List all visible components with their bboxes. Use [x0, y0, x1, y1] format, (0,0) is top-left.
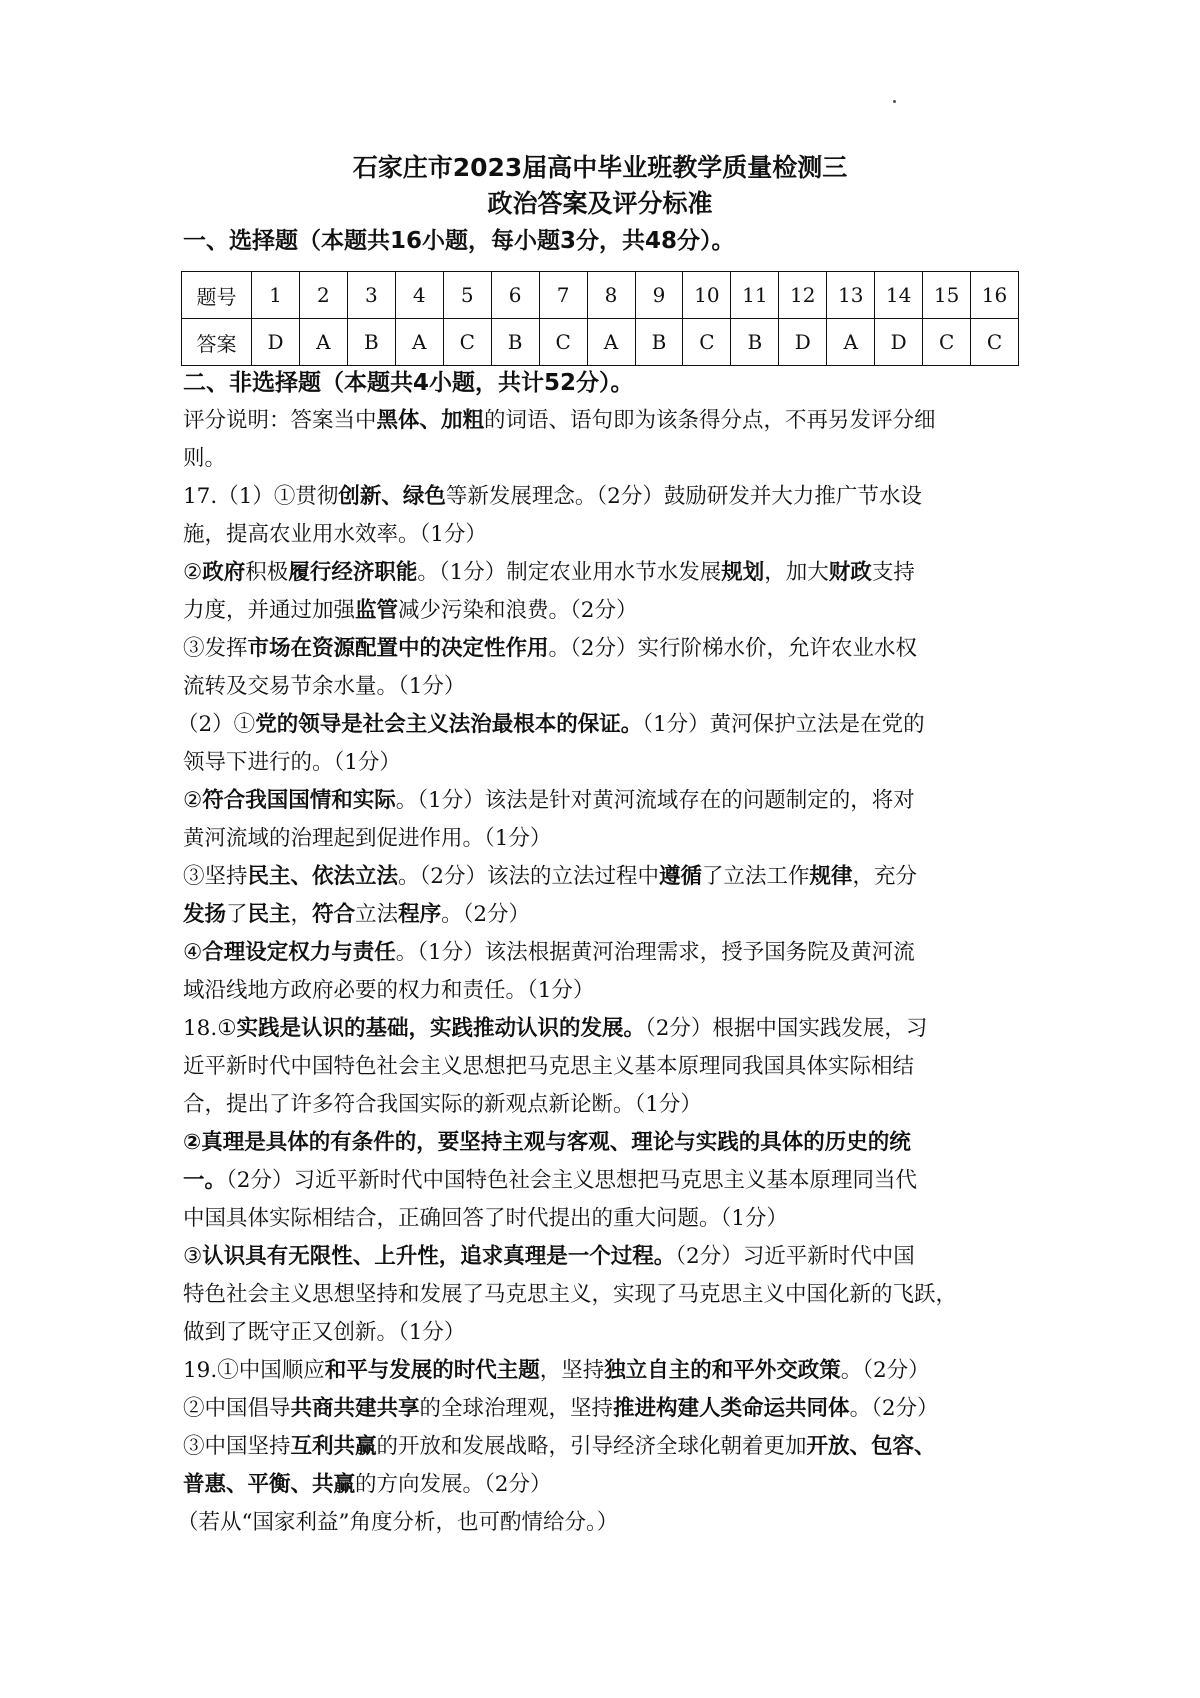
question-number-row	[182, 272, 1019, 319]
key-point-text: 财政	[828, 560, 872, 585]
key-point-text: 民主	[247, 902, 291, 927]
body-text: ②	[183, 560, 203, 585]
body-text: 则。	[183, 446, 227, 471]
body-text: 域沿线地方政府必要的权力和责任。（1分）	[183, 978, 595, 1003]
answer-cell: C	[443, 319, 491, 366]
body-text: 流转及交易节余水量。（1分）	[183, 674, 466, 699]
key-point-text: 创新、绿色	[338, 484, 446, 509]
key-point-text: 共商共建共享	[290, 1396, 420, 1421]
key-point-text: 合理设定权力与责任	[202, 940, 396, 965]
document-title: 石家庄市2023届高中毕业班教学质量检测三	[352, 153, 848, 182]
key-point-text: 开放、包容、	[806, 1434, 936, 1459]
question-number-cell: 10	[683, 272, 731, 319]
text-line	[183, 402, 1029, 440]
answer-cell: A	[395, 319, 443, 366]
key-point-text: 符合我国国情和实际	[202, 788, 396, 813]
text-line	[183, 858, 1029, 896]
key-point-text: 普惠、平衡、共赢	[183, 1472, 356, 1497]
text-line	[177, 1504, 1029, 1542]
key-point-text: 黑体、加粗	[376, 408, 485, 433]
question-number-cell: 14	[875, 272, 923, 319]
body-text: （2分）根据中国实践发展，习	[644, 1016, 928, 1041]
key-point-text: 程序	[398, 902, 442, 927]
body-text: （2）①	[177, 712, 256, 737]
body-text: 特色社会主义思想坚持和发展了马克思主义，实现了马克思主义中国化新的飞跃，	[183, 1282, 958, 1307]
body-text: （1分）黄河保护立法是在党的	[642, 712, 925, 737]
body-text: 的全球治理观，坚持	[419, 1396, 614, 1421]
text-line	[183, 896, 1029, 934]
question-number-cell: 16	[971, 272, 1019, 319]
text-line	[183, 1162, 1029, 1200]
key-point-text: 民主、依法立法	[247, 864, 399, 889]
text-line	[183, 1048, 1029, 1086]
question-number-cell: 4	[395, 272, 443, 319]
question-number-cell: 11	[731, 272, 779, 319]
body-text: 19.①中国顺应	[183, 1358, 325, 1383]
text-line	[183, 1086, 1029, 1124]
key-point-text: 推进构建人类命运共同体	[613, 1396, 850, 1421]
body-text: （若从“国家利益”角度分析，也可酌情给分。）	[177, 1510, 619, 1535]
body-text: 17.（1）①贯彻	[183, 484, 339, 509]
key-point-text: 和平与发展的时代主题	[324, 1358, 540, 1383]
body-text: 了	[226, 902, 248, 927]
answer-cell: C	[923, 319, 971, 366]
key-point-text: 发扬	[183, 902, 227, 927]
body-text: 中国具体实际相结合，正确回答了时代提出的重大问题。（1分）	[183, 1206, 788, 1231]
text-line	[183, 554, 1029, 592]
answer-cell: D	[875, 319, 923, 366]
body-text: ，坚持	[539, 1358, 605, 1383]
body-text: 。（2分）	[441, 902, 531, 927]
body-text: ，	[290, 902, 313, 927]
key-point-text: 认识具有无限性、上升性，追求真理是一个过程。	[202, 1244, 676, 1269]
body-text: ③	[183, 1244, 203, 1269]
text-line	[183, 630, 1029, 668]
answer-cell: C	[539, 319, 587, 366]
document-subtitle: 政治答案及评分标准	[487, 189, 713, 218]
key-point-text: 监管	[355, 598, 399, 623]
body-text: ④	[183, 940, 203, 965]
text-line	[183, 1390, 1029, 1428]
body-text: ③中国坚持	[183, 1434, 291, 1459]
question-number-cell: 12	[779, 272, 827, 319]
body-text: 。（2分）	[849, 1396, 939, 1421]
text-line	[177, 706, 1029, 744]
text-line	[183, 592, 1029, 630]
body-text: 。（2分）实行阶梯水价，允许农业水权	[548, 636, 917, 661]
body-text: 等新发展理念。（2分）鼓励研发并大力推广节水设	[445, 484, 922, 509]
answer-header: 答案	[182, 319, 252, 366]
body-text: 立法	[355, 902, 399, 927]
text-line	[183, 820, 1029, 858]
body-text: 18.①	[183, 1016, 237, 1041]
question-number-cell: 5	[443, 272, 491, 319]
text-line	[183, 516, 1029, 554]
answer-cell: B	[635, 319, 683, 366]
question-number-cell: 8	[587, 272, 635, 319]
answer-cell: D	[252, 319, 300, 366]
key-point-text: 实践是认识的基础，实践推动认识的发展。	[236, 1016, 645, 1041]
text-line	[183, 440, 1029, 478]
body-text: 的开放和发展战略，引导经济全球化朝着更加	[376, 1434, 807, 1459]
body-text: 近平新时代中国特色社会主义思想把马克思主义基本原理同我国具体实际相结	[183, 1054, 915, 1079]
question-number-cell: 15	[923, 272, 971, 319]
question-number-cell: 9	[635, 272, 683, 319]
answer-cell: A	[827, 319, 875, 366]
body-text: ③发挥	[183, 636, 248, 661]
key-point-text: ②真理是具体的有条件的，要坚持主观与客观、理论与实践的具体的历史的统	[183, 1130, 911, 1155]
text-line	[183, 1124, 1029, 1162]
text-line	[183, 1238, 1029, 1276]
key-point-text: 规划	[721, 560, 765, 585]
section2-body	[177, 402, 1029, 1542]
text-line	[183, 1428, 1029, 1466]
question-number-cell: 13	[827, 272, 875, 319]
text-line	[183, 1276, 1029, 1314]
answer-cell: C	[971, 319, 1019, 366]
text-line	[183, 1200, 1029, 1238]
answer-row	[182, 319, 1019, 366]
answer-cell: B	[731, 319, 779, 366]
body-text: 。（1分）该法是针对黄河流域存在的问题制定的，将对	[395, 788, 915, 813]
scan-speck	[893, 100, 896, 103]
question-number-cell: 6	[491, 272, 539, 319]
answer-table	[181, 271, 1019, 366]
text-line	[183, 478, 1029, 516]
body-text: ③坚持	[183, 864, 248, 889]
body-text: ②中国倡导	[183, 1396, 291, 1421]
body-text: 力度，并通过加强	[183, 598, 356, 623]
text-line	[183, 1352, 1029, 1390]
question-number-cell: 3	[347, 272, 395, 319]
body-text: 做到了既守正又创新。（1分）	[183, 1320, 466, 1345]
body-text: （2分）习近平新时代中国	[675, 1244, 915, 1269]
key-point-text: 符合	[312, 902, 356, 927]
text-line	[183, 1314, 1029, 1352]
key-point-text: 履行经济职能	[288, 560, 418, 585]
question-number-cell: 2	[299, 272, 347, 319]
body-text: 合，提出了许多符合我国实际的新观点新论断。（1分）	[183, 1092, 702, 1117]
body-text: 。（2分）	[840, 1358, 930, 1383]
body-text: 施，提高农业用水效率。（1分）	[183, 522, 487, 547]
key-point-text: 规律	[809, 864, 853, 889]
text-line	[183, 934, 1029, 972]
body-text: 。（1分）该法根据黄河治理需求，授予国务院及黄河流	[395, 940, 915, 965]
question-number-header: 题号	[182, 272, 252, 319]
answer-cell: A	[299, 319, 347, 366]
text-line	[183, 668, 1029, 706]
question-number-cell: 7	[539, 272, 587, 319]
text-line	[183, 1466, 1029, 1504]
key-point-text: 政府	[202, 560, 246, 585]
section1-heading: 一、选择题（本题共16小题，每小题3分，共48分）。	[183, 228, 735, 254]
body-text: 黄河流域的治理起到促进作用。（1分）	[183, 826, 552, 851]
key-point-text: 一。	[183, 1168, 227, 1193]
text-line	[183, 744, 1029, 782]
key-point-text: 遵循	[658, 864, 702, 889]
section2-heading: 二、非选择题（本题共4小题，共计52分）。	[183, 370, 634, 396]
text-line	[183, 1010, 1029, 1048]
answer-cell: A	[587, 319, 635, 366]
answer-cell: C	[683, 319, 731, 366]
answer-cell: D	[779, 319, 827, 366]
body-text: 的方向发展。（2分）	[355, 1472, 552, 1497]
body-text: （2分）习近平新时代中国特色社会主义思想把马克思主义基本原理同当代	[226, 1168, 917, 1193]
answer-cell: B	[347, 319, 395, 366]
body-text: 减少污染和浪费。（2分）	[398, 598, 638, 623]
key-point-text: 互利共赢	[290, 1434, 377, 1459]
text-line	[183, 782, 1029, 820]
key-point-text: 独立自主的和平外交政策	[604, 1358, 841, 1383]
key-point-text: 党的领导是社会主义法治最根本的保证。	[255, 712, 643, 737]
key-point-text: 市场在资源配置中的决定性作用	[247, 636, 549, 661]
body-text: ②	[183, 788, 203, 813]
body-text: ，加大	[764, 560, 829, 585]
body-text: 领导下进行的。（1分）	[183, 750, 401, 775]
answer-cell: B	[491, 319, 539, 366]
body-text: 。（1分）制定农业用水节水发展	[417, 560, 722, 585]
text-line	[183, 972, 1029, 1010]
body-text: 积极	[245, 560, 289, 585]
body-text: 。（2分）该法的立法过程中	[398, 864, 659, 889]
body-text: 的词语、语句即为该条得分点，不再另发评分细	[484, 408, 936, 433]
question-number-cell: 1	[252, 272, 300, 319]
body-text: 了立法工作	[701, 864, 810, 889]
body-text: ，充分	[852, 864, 918, 889]
body-text: 支持	[871, 560, 915, 585]
body-text: 评分说明：答案当中	[183, 408, 377, 433]
